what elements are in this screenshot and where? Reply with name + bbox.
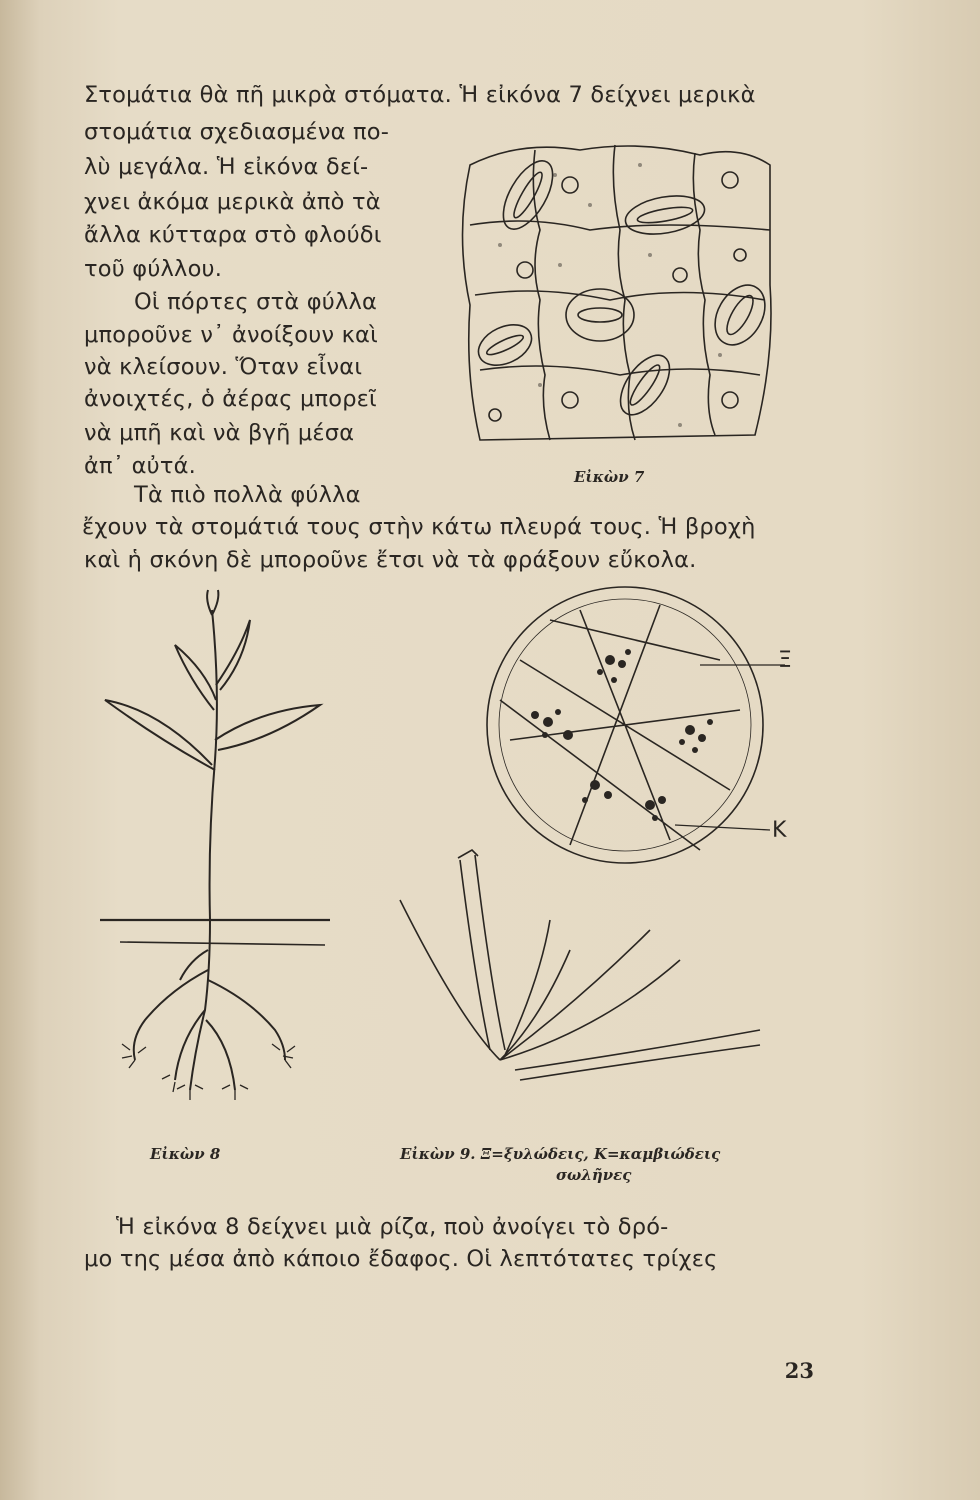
label-xi: Ξ [778,648,792,673]
text-line: νὰ κλείσουν. Ὅταν εἶναι [84,354,363,380]
page-number: 23 [784,1358,814,1383]
label-kappa: Κ [772,818,787,843]
text-line: χνει ἀκόμα μερικὰ ἀπὸ τὰ [84,189,381,215]
text-line: τοῦ φύλλου. [84,256,223,282]
text-line: ἀπ᾿ αὐτά. [84,453,196,479]
figure-9-caption: Εἰκὼν 9. Ξ=ξυλώδεις, Κ=καμβιώδεις [400,1145,721,1163]
text-line: Οἱ πόρτες στὰ φύλλα [134,289,378,315]
text-line: ἀνοιχτές, ὁ ἀέρας μπορεῖ [84,386,377,412]
figure-9-stem-illustration [400,600,820,1130]
text-line: στομάτια σχεδιασμένα πο- [84,119,390,145]
figure-8-plant-illustration [80,590,360,1120]
text-line: μποροῦνε ν᾿ ἀνοίξουν καὶ [84,322,378,348]
figure-9-caption-line2: σωλῆνες [556,1166,632,1184]
text-line: ἔχουν τὰ στομάτιά τους στὴν κάτω πλευρά τους. Ἡ βροχὴ [82,514,756,540]
text-line: Τὰ πιὸ πολλὰ φύλλα [134,482,361,508]
text-line: μο της μέσα ἀπὸ κάποιο ἔδαφος. Οἱ λεπτότατες τρίχες [84,1246,718,1272]
text-line: Ἡ εἰκόνα 8 δείχνει μιὰ ρίζα, ποὺ ἀνοίγει τὸ δρό- [116,1214,669,1240]
text-line: νὰ μπῆ καὶ νὰ βγῆ μέσα [84,420,355,446]
figure-8-caption: Εἰκὼν 8 [150,1145,221,1163]
text-line: καὶ ἡ σκόνη δὲ μποροῦνε ἔτσι νὰ τὰ φράξουν εὔκολα. [84,547,697,573]
text-line: λὺ μεγάλα. Ἡ εἰκόνα δεί- [84,154,369,180]
figure-7-stomata-illustration [440,135,780,465]
figure-7-caption: Εἰκὼν 7 [574,468,645,486]
text-line: Στομάτια θὰ πῆ μικρὰ στόματα. Ἡ εἰκόνα 7 δείχνει μερικὰ [84,82,756,108]
text-line: ἄλλα κύτταρα στὸ φλούδι [84,222,382,248]
